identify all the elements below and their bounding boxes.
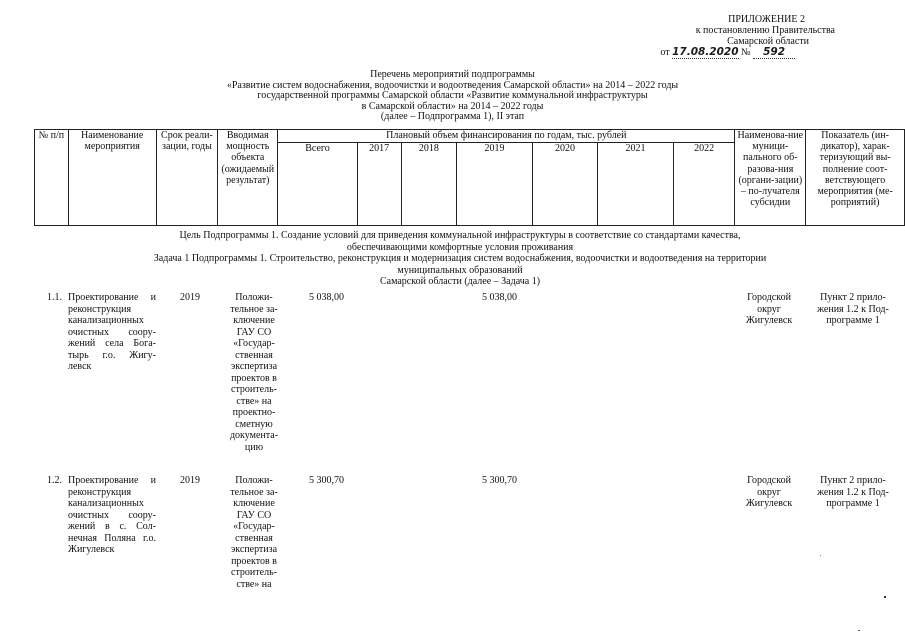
task-line-2: муниципальных образований [397, 264, 523, 276]
row-2019: 5 038,00 [482, 292, 517, 303]
row-num: 1.2. [47, 475, 62, 486]
handwritten-date: 17.08.2020 [672, 46, 739, 58]
row-capacity: Положи-тельное за-ключение ГАУ СО «Государ-ственная экспертиза проектов в строитель-стве» на [230, 475, 278, 590]
col-name-header: Наименование мероприятия [68, 130, 156, 226]
approval-date-line [605, 47, 795, 58]
title-line-3: государственной программы Самарской области «Развитие коммунальной инфраструктуры [257, 90, 648, 102]
col-num-header: № п/п [35, 130, 69, 226]
col-capacity-header: Вводимая мощность объекта (ожидаемый результат) [218, 130, 278, 226]
col-term-header: Срок реали-зации, годы [156, 130, 218, 226]
goal-block [150, 230, 770, 288]
row-2019: 5 300,70 [482, 475, 517, 486]
row-total: 5 300,70 [309, 475, 344, 486]
date-prefix: от [660, 47, 670, 58]
scan-speck [820, 555, 821, 556]
row-term: 2019 [180, 292, 200, 303]
col-year-2022: 2022 [673, 143, 735, 226]
document-title [190, 70, 715, 123]
goal-line-1: Цель Подпрограммы 1. Создание условий для приведения коммунальной инфраструктуры в соответствие со стандартами качества, [179, 230, 741, 241]
row-indicator: Пункт 2 прило-жения 1.2 к Под-программе 1 [817, 292, 889, 326]
row-capacity: Положи-тельное за-ключение ГАУ СО «Государ-ственная экспертиза проектов в строитель-стве» на проектно-сметную документа-цию [229, 292, 279, 453]
scan-speck [884, 596, 886, 598]
row-name: Проектирование и реконструкция канализационных очистных соору-жений в с. Сол-нечная Поляна г.о. Жигулевск [68, 475, 156, 555]
task-line-1: Задача 1 Подпрограммы 1. Строительство, реконструкция и модернизация систем водоснабжения, водоочистки и водоотведения на территории [153, 253, 767, 264]
title-line-5: (далее – Подпрограмма 1), II этап [380, 111, 525, 123]
row-name: Проектирование и реконструкция канализационных очистных соору-жений села Бога-тырь г.о. Жигу-левск [68, 292, 156, 372]
row-total: 5 038,00 [309, 292, 344, 303]
row-num: 1.1. [47, 292, 62, 303]
task-line-3: Самарской области (далее – Задача 1) [379, 276, 541, 287]
row-indicator: Пункт 2 прило-жения 1.2 к Под-программе 1 [817, 475, 889, 509]
col-total-header: Всего [278, 143, 357, 226]
number-prefix: № [741, 47, 751, 58]
col-recipient-header: Наименова-ние муници-пального об-разова-ния (органи-зации) – по-лучателя субсидии [735, 130, 806, 226]
approval-line2: к постановлению Правительства [695, 25, 835, 36]
title-line-1: Перечень мероприятий подпрограммы [370, 69, 535, 80]
row-term: 2019 [180, 475, 200, 486]
handwritten-number: 592 [753, 46, 795, 59]
col-indicator-header: Показатель (ин-дикатор), харак-теризующий вы-полнение соот-ветствующего мероприятия (ме-роприятий) [806, 130, 905, 226]
scan-speck [858, 630, 860, 631]
col-funding-header: Плановый объем финансирования по годам, тыс. рублей [278, 130, 735, 143]
approval-line3: Самарской области [727, 36, 809, 47]
col-year-2019: 2019 [457, 143, 532, 226]
col-year-2018: 2018 [401, 143, 457, 226]
title-line-2: «Развитие систем водоснабжения, водоочистки и водоотведения Самарской области» на 2014 – 2022 годы [226, 79, 679, 91]
title-line-4: в Самарской области» на 2014 – 2022 годы [361, 100, 544, 112]
goal-line-2: обеспечивающими комфортные условия проживания [346, 241, 574, 253]
col-year-2020: 2020 [532, 143, 598, 226]
col-year-2017: 2017 [357, 143, 401, 226]
col-year-2021: 2021 [598, 143, 673, 226]
approval-block [605, 14, 835, 58]
header-table [34, 129, 905, 226]
approval-title: ПРИЛОЖЕНИЕ 2 [728, 14, 805, 25]
row-recipient: Городской округ Жигулевск [745, 292, 793, 326]
row-recipient: Городской округ Жигулевск [745, 475, 793, 509]
